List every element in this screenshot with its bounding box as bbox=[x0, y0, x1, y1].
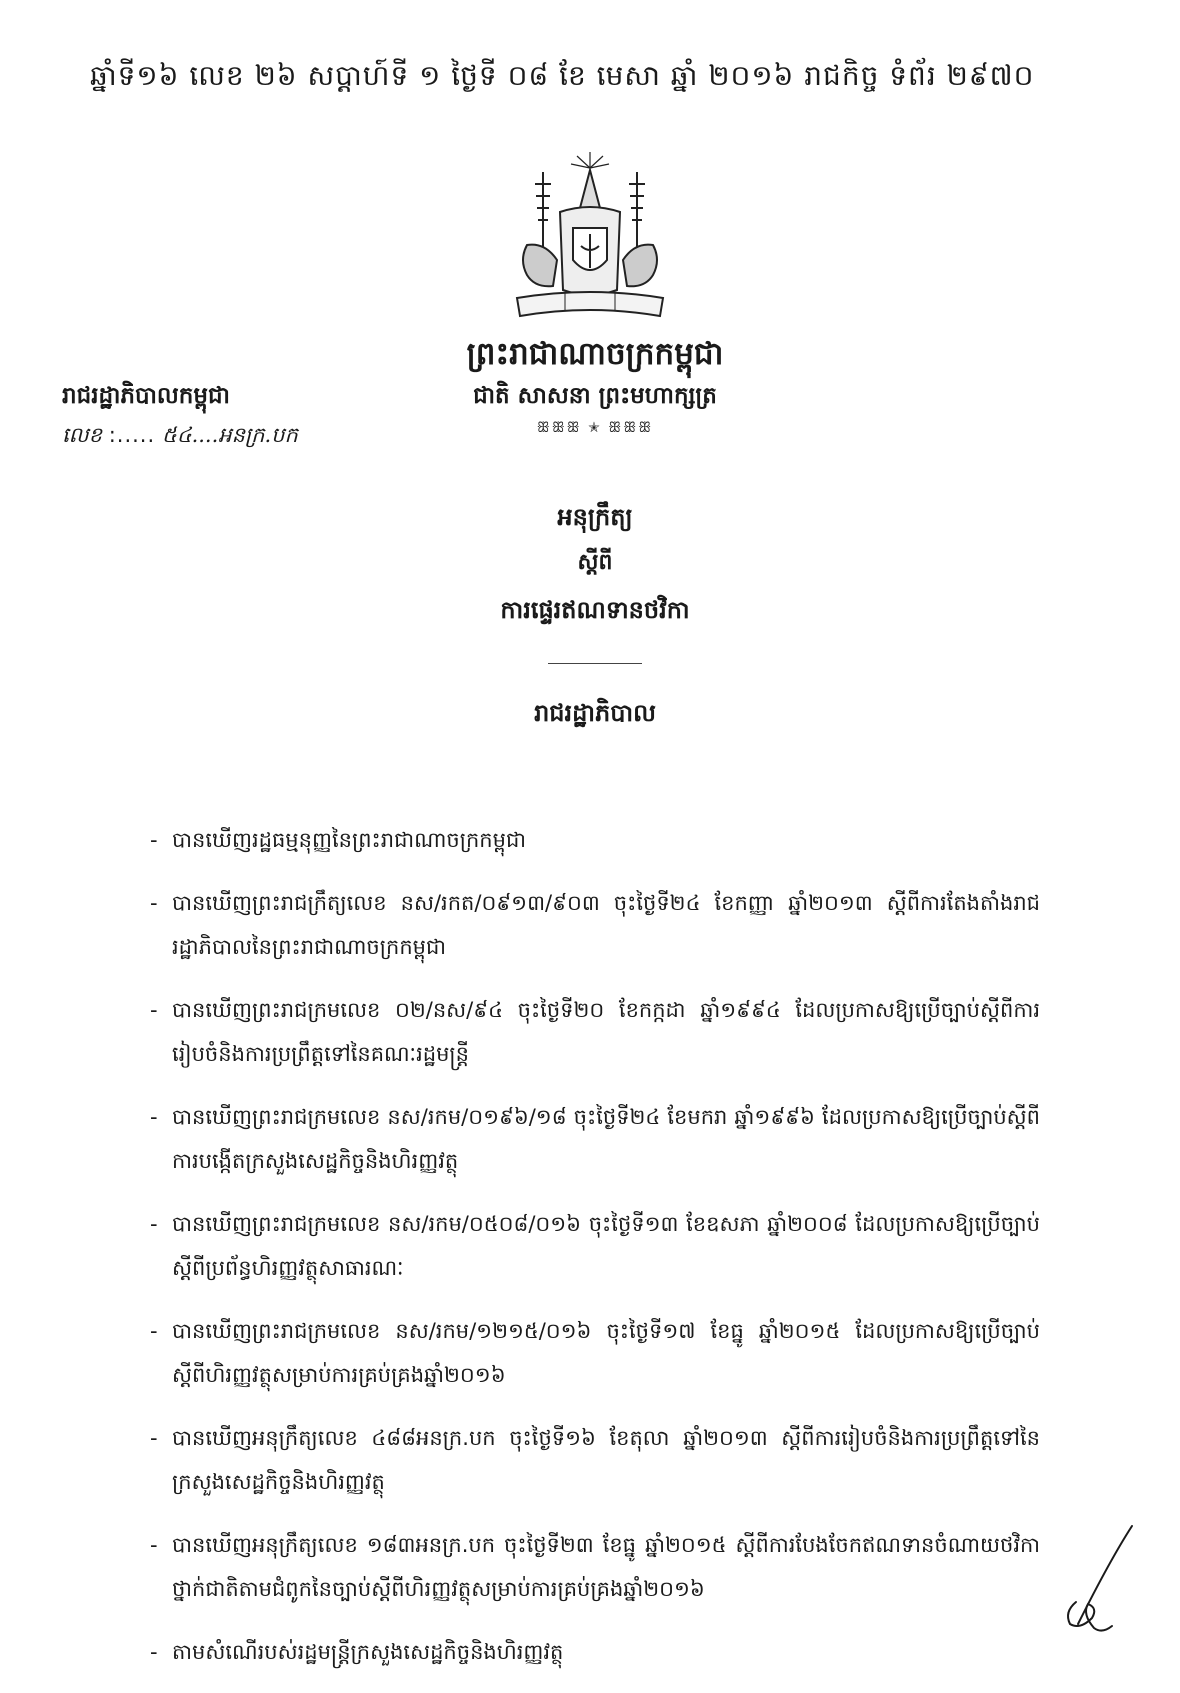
clause-text: បានឃើញព្រះរាជក្រមលេខ ០២/នស/៩៤ ចុះថ្ងៃទី២០ ខែកក្កដា ឆ្នាំ១៩៩៤ ដែលប្រកាសឱ្យប្រើច្បាប់ស្តីពីការរៀបចំនិងការប្រព្រឹត្តទៅនៃគណៈរដ្ឋមន្ត្រី bbox=[172, 998, 1040, 1066]
clause-text: តាមសំណើរបស់រដ្ឋមន្ត្រីក្រសួងសេដ្ឋកិច្ចនិងហិរញ្ញវត្ថុ bbox=[172, 1640, 564, 1664]
clause-bullet: - bbox=[150, 891, 158, 915]
clause-bullet: - bbox=[150, 1533, 158, 1557]
issuing-government: រាជរដ្ឋាភិបាលកម្ពុជា bbox=[62, 383, 230, 409]
preamble-clause bbox=[150, 1202, 1040, 1290]
document-type: អនុក្រឹត្យ bbox=[557, 503, 633, 531]
document-subject: ការផ្ទេរឥណទានថវិកា bbox=[500, 596, 690, 624]
clause-text: បានឃើញព្រះរាជក្រមលេខ នស/រកម/១២១៥/០១៦ ចុះថ្ងៃទី១៧ ខែធ្នូ ឆ្នាំ២០១៥ ដែលប្រកាសឱ្យប្រើច្បាប់ស្តីពីហិរញ្ញវត្ថុសម្រាប់ការគ្រប់គ្រងឆ្នាំ២០១៦ bbox=[172, 1319, 1040, 1387]
clause-bullet: - bbox=[150, 1212, 158, 1236]
clause-text: បានឃើញអនុក្រឹត្យលេខ ៤៨៨អនក្រ.បក ចុះថ្ងៃទី១៦ ខែតុលា ឆ្នាំ២០១៣ ស្តីពីការរៀបចំនិងការប្រព្រឹត្តទៅនៃក្រសួងសេដ្ឋកិច្ចនិងហិរញ្ញវត្ថុ bbox=[172, 1426, 1040, 1494]
clause-text: បានឃើញព្រះរាជក្រមលេខ នស/រកម/០១៩៦/១៨ ចុះថ្ងៃទី២៤ ខែមករា ឆ្នាំ១៩៩៦ ដែលប្រកាសឱ្យប្រើច្បាប់ស្តីពីការបង្កើតក្រសួងសេដ្ឋកិច្ចនិងហិរញ្ញវត្ថុ bbox=[172, 1105, 1040, 1173]
preamble-list bbox=[150, 818, 1040, 1693]
gazette-header: ឆ្នាំទី១៦ លេខ ២៦ សប្តាហ៍ទី ១ ថ្ងៃទី ០៨ ខែ មេសា ឆ្នាំ ២០១៦ រាជកិច្ច ទំព័រ ២៩៧០ bbox=[90, 59, 1035, 92]
reference-value: ៥៤....អនក្រ.បក bbox=[161, 423, 298, 447]
title-divider bbox=[548, 663, 642, 664]
clause-bullet: - bbox=[150, 1426, 158, 1450]
about-label: ស្តីពី bbox=[577, 550, 613, 575]
preamble-clause bbox=[150, 818, 1040, 862]
royal-coat-of-arms-icon bbox=[505, 150, 675, 325]
clause-bullet: - bbox=[150, 1640, 158, 1664]
preamble-clause bbox=[150, 1630, 1040, 1674]
reference-number bbox=[62, 422, 298, 453]
national-motto: ជាតិ សាសនា ព្រះមហាក្សត្រ bbox=[473, 383, 717, 409]
reference-dots: :..... bbox=[108, 423, 156, 447]
reference-label: លេខ bbox=[62, 423, 102, 447]
clause-text: បានឃើញរដ្ឋធម្មនុញ្ញនៃព្រះរាជាណាចក្រកម្ពុជា bbox=[172, 828, 526, 852]
ornament-divider: ꕥꕥꕥ ✭ ꕥꕥꕥ bbox=[536, 420, 654, 436]
clause-text: បានឃើញព្រះរាជក្រឹត្យលេខ នស/រកត/០៩១៣/៩០៣ ចុះថ្ងៃទី២៤ ខែកញ្ញា ឆ្នាំ២០១៣ ស្តីពីការតែងតាំងរាជរដ្ឋាភិបាលនៃព្រះរាជាណាចក្រកម្ពុជា bbox=[172, 891, 1040, 959]
preamble-clause bbox=[150, 1523, 1040, 1611]
clause-bullet: - bbox=[150, 1319, 158, 1343]
kingdom-title: ព្រះរាជាណាចក្រកម្ពុជា bbox=[466, 336, 724, 372]
preamble-clause bbox=[150, 881, 1040, 969]
clause-bullet: - bbox=[150, 828, 158, 852]
clause-text: បានឃើញអនុក្រឹត្យលេខ ១៨៣អនក្រ.បក ចុះថ្ងៃទី២៣ ខែធ្នូ ឆ្នាំ២០១៥ ស្តីពីការបែងចែកឥណទានចំណាយថវិកាថ្នាក់ជាតិតាមជំពូកនៃច្បាប់ស្តីពីហិរញ្ញវត្ថុសម្រាប់ការគ្រប់គ្រងឆ្នាំ២០១៦ bbox=[172, 1533, 1040, 1601]
clause-bullet: - bbox=[150, 1105, 158, 1129]
preamble-clause bbox=[150, 1309, 1040, 1397]
handwritten-initial-signature bbox=[1040, 1520, 1140, 1640]
preamble-clause bbox=[150, 988, 1040, 1076]
clause-bullet: - bbox=[150, 998, 158, 1022]
clause-text: បានឃើញព្រះរាជក្រមលេខ នស/រកម/០៥០៨/០១៦ ចុះថ្ងៃទី១៣ ខែឧសភា ឆ្នាំ២០០៨ ដែលប្រកាសឱ្យប្រើច្បាប់ស្តីពីប្រព័ន្ធហិរញ្ញវត្ថុសាធារណៈ bbox=[172, 1212, 1040, 1280]
preamble-clause bbox=[150, 1095, 1040, 1183]
preamble-clause bbox=[150, 1416, 1040, 1504]
issuer-heading: រាជរដ្ឋាភិបាល bbox=[534, 699, 656, 727]
